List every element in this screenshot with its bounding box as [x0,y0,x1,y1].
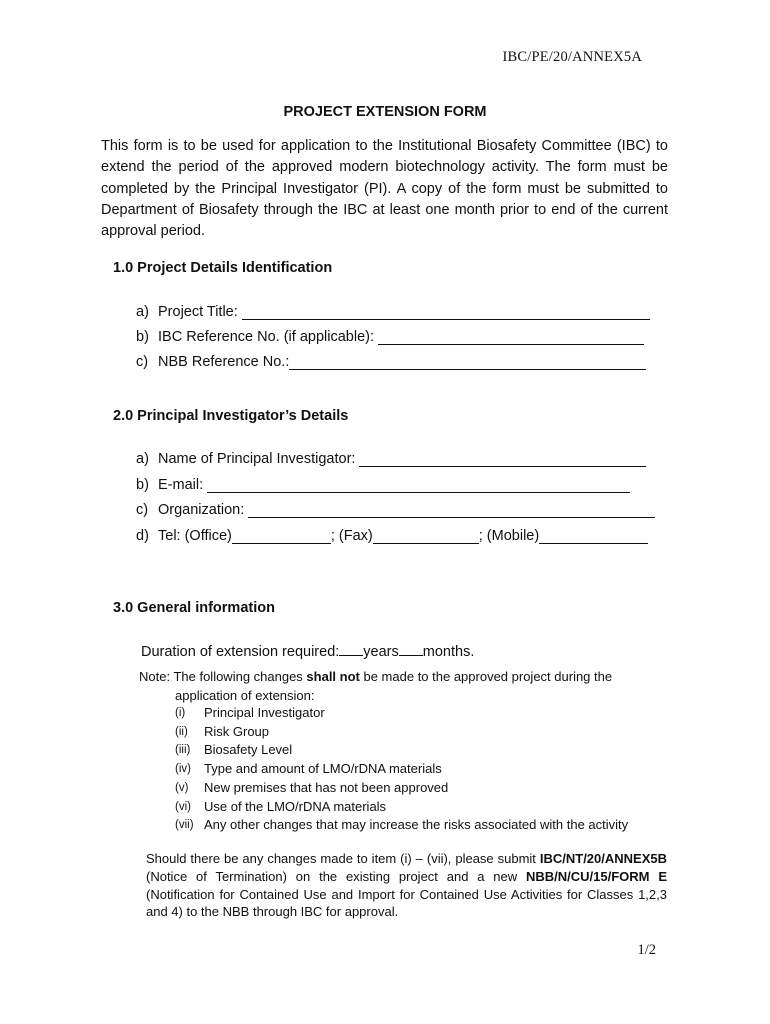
note-paragraph [139,668,659,705]
list-item [175,704,628,723]
tel-office-label: Tel: (Office) [158,528,232,544]
list-item [175,798,628,817]
field-tag: b) [136,477,149,493]
years-label: years [363,644,399,660]
months-input[interactable] [399,642,423,656]
pi-name-label: Name of Principal Investigator: [158,451,356,467]
list-item [175,723,628,742]
list-item-text: Type and amount of LMO/rDNA materials [204,761,442,777]
list-item-number: (iii) [175,744,191,757]
field-tag: d) [136,528,149,544]
pi-name-field [136,451,646,467]
closing-paragraph [146,850,667,921]
closing-text-1: Should there be any changes made to item (i) – (vii), please submit [146,851,540,866]
form-e-reference: NBB/N/CU/15/FORM E [525,868,667,884]
email-field [136,477,630,493]
section-1-heading: 1.0 Project Details Identification [113,260,333,276]
organization-input[interactable] [248,503,655,518]
tel-fax-label: ; (Fax) [330,528,373,544]
closing-text-3: (Notification for Contained Use and Import for Contained Use Activities for Classes 1,2,3 and 4) to the NBB through IBC for approval. [146,886,667,920]
field-tag: b) [136,329,149,345]
annex5b-reference: IBC/NT/20/ANNEX5B [539,851,667,866]
tel-mobile-input[interactable] [539,529,648,544]
list-item [175,741,628,760]
organization-label: Organization: [158,502,245,518]
tel-fax-input[interactable] [373,529,479,544]
project-title-field [136,304,650,320]
list-item [175,816,628,835]
list-item-text: Biosafety Level [204,742,293,758]
note-prefix: Note: The following changes [139,669,307,684]
list-item-number: (iv) [175,763,191,776]
list-item-number: (v) [175,781,189,794]
document-code: IBC/PE/20/ANNEX5A [502,49,642,65]
tel-office-input[interactable] [232,529,331,544]
ibc-reference-label: IBC Reference No. (if applicable): [158,329,374,345]
email-label: E-mail: [158,477,204,493]
page-number: 1/2 [637,942,656,958]
list-item-number: (vii) [175,819,194,832]
note-continuation: application of extension: [175,687,315,703]
tel-field [136,528,648,544]
list-item [175,760,628,779]
intro-paragraph: This form is to be used for application to the Institutional Biosafety Committee (IBC) to extend the period of the approved modern biotechnology activity. The form must be completed by the Principal Investigator (PI). A copy of the form must be submitted to Department of Biosafety through the IBC at least one month prior to end of the current approval period. [101,138,668,240]
duration-label: Duration of extension required: [141,644,340,660]
list-item-text: Any other changes that may increase the risks associated with the activity [204,817,629,833]
field-tag: c) [136,354,149,370]
nbb-reference-field [136,354,646,370]
field-tag: a) [136,304,149,320]
ibc-reference-field [136,329,644,345]
restricted-changes-list [175,704,628,835]
project-title-label: Project Title: [158,304,238,320]
organization-field [136,502,655,518]
list-item-number: (i) [175,707,186,719]
list-item-text: New premises that has not been approved [204,779,449,795]
project-title-input[interactable] [242,305,650,320]
list-item-number: (ii) [175,725,188,738]
ibc-reference-input[interactable] [378,330,644,345]
nbb-reference-label: NBB Reference No.: [158,354,290,370]
list-item-number: (vi) [175,800,191,813]
tel-mobile-label: ; (Mobile) [478,528,540,544]
email-input[interactable] [207,478,630,493]
list-item-text: Principal Investigator [204,705,325,720]
list-item-text: Use of the LMO/rDNA materials [204,798,387,814]
nbb-reference-input[interactable] [289,355,646,370]
section-2-heading: 2.0 Principal Investigator’s Details [113,408,349,424]
closing-text-2: (Notice of Termination) on the existing project and a new [146,868,526,884]
section-3-heading: 3.0 General information [113,600,275,616]
list-item [175,779,628,798]
list-item-text: Risk Group [204,723,270,739]
months-label: months. [422,644,475,660]
note-emphasis: shall not [306,669,360,684]
duration-line [141,642,474,660]
field-tag: c) [136,502,149,518]
pi-name-input[interactable] [359,452,646,467]
note-suffix: be made to the approved project during the [359,669,613,684]
years-input[interactable] [339,642,363,656]
field-tag: a) [136,451,149,467]
page-title: PROJECT EXTENSION FORM [283,104,487,120]
